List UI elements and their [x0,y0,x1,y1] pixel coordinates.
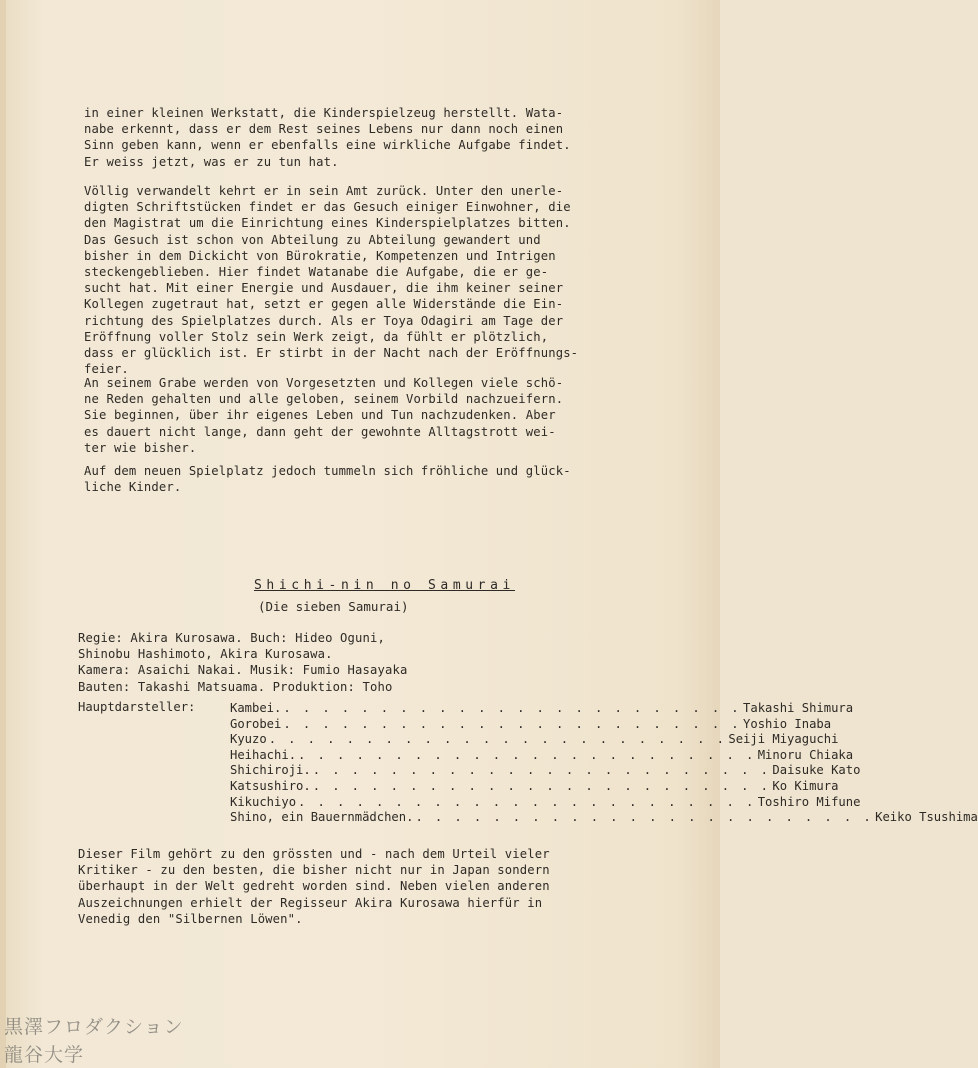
cast-role: Heihachi. [230,747,297,762]
paragraph-line: Völlig verwandelt kehrt er in sein Amt zurück. Unter den unerle- [84,184,564,198]
leader-dots: . . . . . . . . . . . . . . . . . . . . . . . . [283,701,742,715]
paragraph-line: in einer kleinen Werkstatt, die Kinderspielzeug herstellt. Wata- [84,106,564,120]
paragraph-line: richtung des Spielplatzes durch. Als er Toya Odagiri am Tage der [84,313,564,328]
leader-dots: . . . . . . . . . . . . . . . . . . . . . . . . [298,794,756,809]
cast-label: Hauptdarsteller: [78,700,196,714]
cast-role: Kambei. [230,701,282,715]
leader-dots: . . . . . . . . . . . . . . . . . . . . . . . . [312,779,771,793]
paragraph-line: dass er glücklich ist. Er stirbt in der Nacht nach der Eröffnungs- [84,346,579,360]
cast-actor: Toshiro Mifune [757,794,861,809]
closing-line: überhaupt in der Welt gedreht worden sind. Neben vielen anderen [78,879,550,894]
watermark-kurosawa: 黒澤フロダクション [4,1016,184,1038]
paragraph-line: liche Kinder. [84,480,182,495]
cast-actor: Ko Kimura [772,779,839,793]
cast-role: Gorobei [230,716,282,731]
cast-row [230,700,854,716]
paragraph-line: Eröffnung voller Stolz sein Werk zeigt, da fühlt er plötzlich, [84,329,549,344]
watermark-ryukoku: 龍谷大学 [4,1044,85,1066]
cast-row [230,716,832,732]
leader-dots: . . . . . . . . . . . . . . . . . . . . . . . . [298,747,756,762]
credit-line: Shinobu Hashimoto, Akira Kurosawa. [78,647,333,662]
cast-actor: Daisuke Kato [772,763,861,778]
paragraph-line: steckengeblieben. Hier findet Watanabe die Aufgabe, die er ge- [84,265,549,279]
closing-line: Venedig den "Silbernen Löwen". [78,911,303,926]
paragraph-line: feier. [84,362,129,377]
paragraph-line: ne Reden gehalten und alle geloben, seinem Vorbild nachzueifern. [84,392,564,407]
leader-dots: . . . . . . . . . . . . . . . . . . . . . . . . [312,763,771,778]
cast-actor: Takashi Shimura [743,701,854,715]
paragraph-line: bisher in dem Dickicht von Bürokratie, Kompetenzen und Intrigen [84,248,556,263]
leader-dots: . . . . . . . . . . . . . . . . . . . . . . . . [268,732,727,747]
paragraph-line: Kollegen zugetraut hat, setzt er gegen alle Widerstände die Ein- [84,297,564,312]
paragraph-line: den Magistrat um die Einrichtung eines Kinderspielplatzes bitten. [84,216,571,231]
cast-row [230,794,861,810]
paragraph-line: es dauert nicht lange, dann geht der gewohnte Alltagstrott wei- [84,424,556,439]
paragraph-line: Sinn geben kann, wenn er ebenfalls eine wirkliche Aufgabe findet. [84,138,571,153]
closing-line: Dieser Film gehört zu den grössten und - nach dem Urteil vieler [78,847,550,861]
paragraph-line: digten Schriftstücken findet er das Gesuch einiger Einwohner, die [84,200,571,215]
paragraph-line: nabe erkennt, dass er dem Rest seines Lebens nur dann noch einen [84,122,564,137]
film-title: Shichi-nin no Samurai [254,578,515,593]
leader-dots: . . . . . . . . . . . . . . . . . . . . . . . . [283,716,742,731]
cast-actor: Minoru Chiaka [757,747,854,762]
closing-line: Kritiker - zu den besten, die bisher nicht nur in Japan sondern [78,863,550,878]
paragraph-line: Auf dem neuen Spielplatz jedoch tummeln sich fröhliche und glück- [84,464,571,478]
cast-row [230,778,839,794]
cast-role: Shichiroji. [230,763,311,778]
cast-row [230,747,854,763]
closing-line: Auszeichnungen erhielt der Regisseur Akira Kurosawa hierfür in [78,895,543,910]
credit-line: Bauten: Takashi Matsuama. Produktion: Toho [78,679,393,694]
cast-role: Katsushiro. [230,779,311,793]
cast-row [230,809,978,825]
cast-actor: Seiji Miyaguchi [728,732,839,747]
cast-role: Shino, ein Bauernmädchen. [230,810,414,825]
paragraph-line: ter wie bisher. [84,440,197,455]
cast-row [230,731,839,747]
paragraph-line: Das Gesuch ist schon von Abteilung zu Abteilung gewandert und [84,232,541,247]
cast-actor: Keiko Tsushima [875,810,978,825]
cast-role: Kyuzo [230,732,267,747]
credit-line: Kamera: Asaichi Nakai. Musik: Fumio Hasayaka [78,663,408,678]
paragraph-line: Sie beginnen, über ihr eigenes Leben und Tun nachzudenken. Aber [84,408,556,423]
paragraph-line: sucht hat. Mit einer Energie und Ausdauer, die ihm keiner seiner [84,281,564,296]
credit-line: Regie: Akira Kurosawa. Buch: Hideo Oguni, [78,631,385,645]
film-subtitle: (Die sieben Samurai) [258,599,409,614]
leader-dots: . . . . . . . . . . . . . . . . . . . . . . . . [415,810,874,825]
cast-row [230,762,861,778]
paragraph-line: An seinem Grabe werden von Vorgesetzten und Kollegen viele schö- [84,376,564,390]
paragraph-line: Er weiss jetzt, was er zu tun hat. [84,154,339,169]
cast-actor: Yoshio Inaba [743,716,832,731]
page-edge-shadow [0,0,6,1068]
cast-role: Kikuchiyo [230,794,297,809]
